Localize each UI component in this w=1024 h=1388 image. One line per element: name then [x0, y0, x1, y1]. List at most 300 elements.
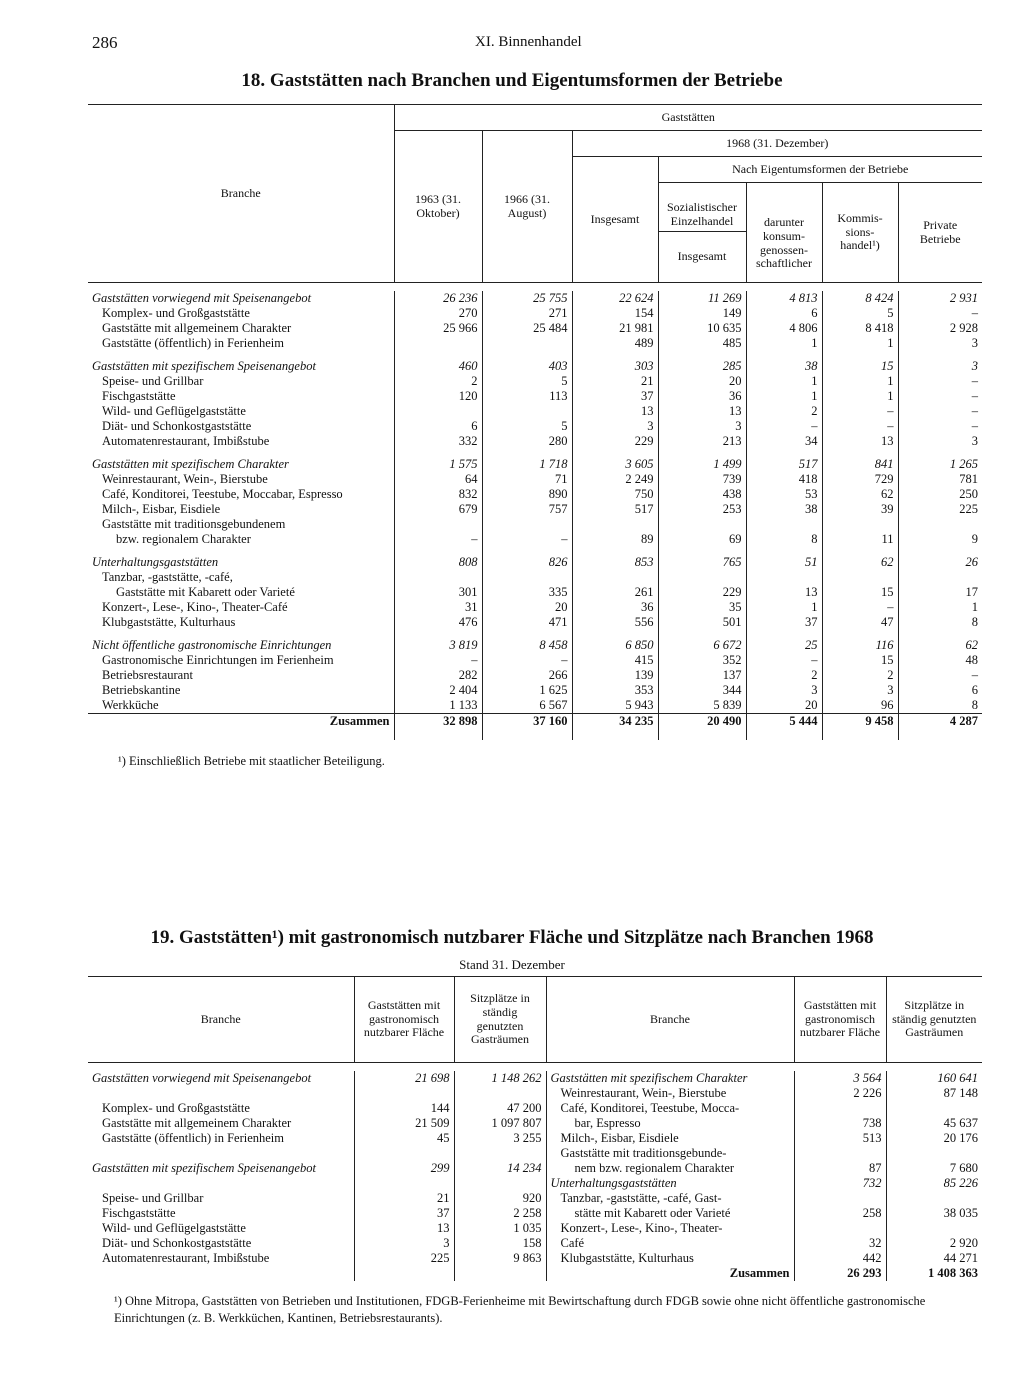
cell-value: 160 641 — [886, 1071, 982, 1086]
cell-value — [454, 1176, 546, 1191]
cell-value: 21 698 — [354, 1071, 454, 1086]
cell-value: 2 258 — [454, 1206, 546, 1221]
table-row — [88, 714, 982, 740]
t18-gap-cell — [482, 547, 572, 555]
table-row — [88, 359, 982, 374]
cell-value: – — [482, 532, 572, 547]
cell-value: 139 — [572, 668, 658, 683]
cell-value: 750 — [572, 487, 658, 502]
cell-value: 45 637 — [886, 1116, 982, 1131]
row-label: Zusammen — [546, 1266, 794, 1281]
cell-value: 9 — [898, 532, 982, 547]
cell-value: 8 418 — [822, 321, 898, 336]
cell-value: 13 — [822, 434, 898, 449]
cell-value: 1 — [746, 389, 822, 404]
cell-value: 920 — [454, 1191, 546, 1206]
cell-value: 158 — [454, 1236, 546, 1251]
cell-value — [482, 404, 572, 419]
cell-value: 8 — [746, 532, 822, 547]
cell-value: – — [898, 374, 982, 389]
cell-value: 37 — [746, 615, 822, 630]
t18-gap-cell — [88, 351, 394, 359]
cell-value: 8 — [898, 615, 982, 630]
cell-value: 38 — [746, 359, 822, 374]
row-label: Gaststätte (öffentlich) in Ferienheim — [102, 1131, 285, 1145]
t18-header-eigentum: Nach Eigentumsformen der Betriebe — [658, 157, 982, 183]
cell-value — [886, 1101, 982, 1116]
cell-value: 271 — [482, 306, 572, 321]
row-label — [88, 1266, 354, 1281]
row-label: Fischgaststätte — [102, 389, 176, 403]
cell-value: 1 718 — [482, 457, 572, 472]
table19-subtitle: Stand 31. Dezember — [459, 957, 565, 972]
table-row — [88, 1266, 982, 1281]
cell-value: 3 — [822, 683, 898, 698]
cell-value: 890 — [482, 487, 572, 502]
cell-value: 442 — [794, 1251, 886, 1266]
cell-value: 213 — [658, 434, 746, 449]
cell-value: 485 — [658, 336, 746, 351]
cell-value: 3 — [898, 434, 982, 449]
cell-value: 3 819 — [394, 638, 482, 653]
row-label: Café, Konditorei, Teestube, Moccabar, Espresso — [102, 487, 343, 501]
cell-value: 250 — [898, 487, 982, 502]
cell-value: 1 035 — [454, 1221, 546, 1236]
cell-value: 21 981 — [572, 321, 658, 336]
cell-value: 89 — [572, 532, 658, 547]
row-label — [88, 1176, 354, 1191]
cell-value: 13 — [658, 404, 746, 419]
cell-value: 22 624 — [572, 291, 658, 306]
row-label: Automatenrestaurant, Imbißstube — [102, 1251, 270, 1265]
table-row — [88, 291, 982, 306]
cell-value: 353 — [572, 683, 658, 698]
cell-value: – — [822, 600, 898, 615]
cell-value: 26 293 — [794, 1266, 886, 1281]
cell-value: 285 — [658, 359, 746, 374]
row-label: Café — [546, 1236, 794, 1251]
cell-value: 36 — [658, 389, 746, 404]
t18-gap-cell — [572, 449, 658, 457]
row-label: Gaststätten mit spezifischem Speisenangebot — [92, 1161, 316, 1175]
t18-header-1968: 1968 (31. Dezember) — [572, 131, 982, 157]
table19 — [88, 976, 982, 1327]
table-row — [88, 502, 982, 517]
chapter-heading: XI. Binnenhandel — [475, 34, 582, 50]
cell-value: – — [394, 653, 482, 668]
cell-value: 3 605 — [572, 457, 658, 472]
cell-value: 517 — [746, 457, 822, 472]
cell-value: 15 — [822, 359, 898, 374]
cell-value: 303 — [572, 359, 658, 374]
cell-value: 53 — [746, 487, 822, 502]
cell-value: 679 — [394, 502, 482, 517]
table-row — [88, 457, 982, 472]
cell-value: 154 — [572, 306, 658, 321]
row-label: Betriebskantine — [102, 683, 181, 697]
cell-value: 62 — [898, 638, 982, 653]
t18-gap-cell — [746, 449, 822, 457]
row-label: Tanzbar, -gaststätte, -café, Gast- — [546, 1191, 794, 1206]
cell-value: 4 813 — [746, 291, 822, 306]
cell-value: 832 — [394, 487, 482, 502]
cell-value: 282 — [394, 668, 482, 683]
table-row — [88, 1086, 982, 1101]
row-label: bzw. regionalem Charakter — [116, 532, 251, 546]
cell-value: 96 — [822, 698, 898, 714]
row-label: Gaststätte mit allgemeinem Charakter — [102, 1116, 292, 1130]
cell-value: 3 564 — [794, 1071, 886, 1086]
cell-value: 5 444 — [746, 714, 822, 740]
cell-value: 25 — [746, 638, 822, 653]
cell-value: 2 226 — [794, 1086, 886, 1101]
row-label: Konzert-, Lese-, Kino-, Theater-Café — [102, 600, 288, 614]
cell-value: 144 — [354, 1101, 454, 1116]
t19-header-gaststaetten-right: Gaststätten mit gastronomisch nutzbarer Fläche — [794, 977, 886, 1063]
t18-group-gap — [88, 547, 982, 555]
row-label: stätte mit Kabarett oder Varieté — [546, 1206, 794, 1221]
cell-value: 513 — [794, 1131, 886, 1146]
row-label: Werkküche — [102, 698, 159, 712]
cell-value: 1 408 363 — [886, 1266, 982, 1281]
cell-value: 20 — [658, 374, 746, 389]
cell-value — [886, 1191, 982, 1206]
cell-value: 11 — [822, 532, 898, 547]
row-label: Nicht öffentliche gastronomische Einrichtungen — [92, 638, 332, 652]
cell-value: 36 — [572, 600, 658, 615]
table-row — [88, 472, 982, 487]
cell-value: 25 966 — [394, 321, 482, 336]
cell-value: 738 — [794, 1116, 886, 1131]
t18-header-spacer — [751, 194, 818, 216]
row-label: Tanzbar, -gaststätte, -café, — [102, 570, 233, 584]
cell-value: 8 — [898, 698, 982, 714]
row-label: Fischgaststätte — [102, 1206, 176, 1220]
cell-value: 62 — [822, 555, 898, 570]
t18-header-kommission: Kommis-sions-handel¹) — [822, 183, 898, 283]
row-label — [88, 1086, 354, 1101]
cell-value: 14 234 — [454, 1161, 546, 1176]
cell-value: 8 424 — [822, 291, 898, 306]
cell-value: 808 — [394, 555, 482, 570]
cell-value: 6 — [898, 683, 982, 698]
table-row — [88, 653, 982, 668]
cell-value: 34 235 — [572, 714, 658, 740]
row-label: nem bzw. regionalem Charakter — [546, 1161, 794, 1176]
cell-value — [482, 570, 572, 585]
cell-value: 1 — [746, 600, 822, 615]
row-label: Gaststätten mit spezifischem Charakter — [92, 457, 289, 471]
cell-value: 4 287 — [898, 714, 982, 740]
cell-value: 45 — [354, 1131, 454, 1146]
cell-value: 37 — [354, 1206, 454, 1221]
table-row — [88, 1071, 982, 1086]
cell-value: 6 567 — [482, 698, 572, 714]
t18-header-soz-insgesamt — [658, 183, 746, 283]
cell-value: 20 — [482, 600, 572, 615]
cell-value: 7 680 — [886, 1161, 982, 1176]
row-label: Diät- und Schonkostgaststätte — [102, 1236, 252, 1250]
row-label: Zusammen — [88, 714, 394, 740]
t18-gap-cell — [746, 547, 822, 555]
t19-header-gap — [88, 1063, 982, 1072]
row-label: Komplex- und Großgaststätte — [102, 1101, 250, 1115]
table-row — [88, 321, 982, 336]
cell-value: 1 — [822, 336, 898, 351]
table-row — [88, 1176, 982, 1191]
t18-header-rule — [88, 283, 982, 292]
t18-gap-cell — [88, 449, 394, 457]
cell-value: 2 249 — [572, 472, 658, 487]
cell-value: 757 — [482, 502, 572, 517]
cell-value: 2 — [746, 668, 822, 683]
table18-footnote: ¹) Einschließlich Betriebe mit staatlicher Beteiligung. — [118, 753, 385, 768]
cell-value: 38 — [746, 502, 822, 517]
cell-value — [886, 1146, 982, 1161]
cell-value: 5 — [482, 374, 572, 389]
table-row — [88, 1206, 982, 1221]
cell-value: 47 — [822, 615, 898, 630]
cell-value: 280 — [482, 434, 572, 449]
cell-value: 85 226 — [886, 1176, 982, 1191]
cell-value: – — [394, 532, 482, 547]
cell-value: 270 — [394, 306, 482, 321]
cell-value: 2 404 — [394, 683, 482, 698]
cell-value: 5 — [822, 306, 898, 321]
cell-value: 62 — [822, 487, 898, 502]
t18-gap-cell — [658, 630, 746, 638]
table19-footnote: ¹) Ohne Mitropa, Gaststätten von Betrieben und Institutionen, FDGB-Ferienheime mit Bewirtschaftung durch FDGB sowie ohne nicht öffentliche gastronomische Einrichtungen (z. B. Werkküchen, Kantinen, Betriebsrestaurants). — [114, 1294, 926, 1325]
table18 — [88, 104, 982, 769]
table-row — [88, 683, 982, 698]
t19-header-gaststaetten-left: Gaststätten mit gastronomisch nutzbarer Fläche — [354, 977, 454, 1063]
table18-body — [88, 291, 982, 740]
cell-value: 2 — [822, 668, 898, 683]
table-row — [88, 404, 982, 419]
cell-value: 1 575 — [394, 457, 482, 472]
cell-value: 403 — [482, 359, 572, 374]
table-row — [88, 1191, 982, 1206]
cell-value: 765 — [658, 555, 746, 570]
cell-value: 20 176 — [886, 1131, 982, 1146]
t18-gap-cell — [88, 630, 394, 638]
cell-value: 32 898 — [394, 714, 482, 740]
cell-value: 35 — [658, 600, 746, 615]
cell-value: 3 — [898, 359, 982, 374]
t18-header-1963: 1963 (31. Oktober) — [394, 131, 482, 283]
cell-value: 11 269 — [658, 291, 746, 306]
t18-gap-cell — [482, 630, 572, 638]
cell-value: 37 — [572, 389, 658, 404]
cell-value: 37 160 — [482, 714, 572, 740]
cell-value: 6 672 — [658, 638, 746, 653]
cell-value: 1 — [746, 374, 822, 389]
cell-value: 3 255 — [454, 1131, 546, 1146]
t18-gap-cell — [88, 547, 394, 555]
row-label: Milch-, Eisbar, Eisdiele — [102, 502, 221, 516]
cell-value: 253 — [658, 502, 746, 517]
page-number: 286 — [92, 33, 118, 52]
cell-value: 26 236 — [394, 291, 482, 306]
cell-value: 258 — [794, 1206, 886, 1221]
cell-value: 5 943 — [572, 698, 658, 714]
t18-group-gap — [88, 449, 982, 457]
cell-value: 225 — [898, 502, 982, 517]
t19-header-branche-right: Branche — [546, 977, 794, 1063]
cell-value: – — [822, 404, 898, 419]
t18-group-gap — [88, 351, 982, 359]
t18-header-1966: 1966 (31. August) — [482, 131, 572, 283]
table-row — [88, 668, 982, 683]
table-row — [88, 1146, 982, 1161]
row-label: Weinrestaurant, Wein-, Bierstube — [546, 1086, 794, 1101]
table-row — [88, 555, 982, 570]
cell-value: 120 — [394, 389, 482, 404]
cell-value — [794, 1221, 886, 1236]
cell-value: 20 490 — [658, 714, 746, 740]
cell-value: 25 755 — [482, 291, 572, 306]
cell-value: 344 — [658, 683, 746, 698]
cell-value: 732 — [794, 1176, 886, 1191]
table-row — [88, 570, 982, 585]
cell-value — [454, 1266, 546, 1281]
cell-value: 116 — [822, 638, 898, 653]
cell-value — [822, 517, 898, 532]
cell-value: 781 — [898, 472, 982, 487]
t18-gap-cell — [482, 449, 572, 457]
cell-value — [394, 336, 482, 351]
row-label: Unterhaltungsgaststätten — [546, 1176, 794, 1191]
cell-value: 31 — [394, 600, 482, 615]
t18-gap-cell — [394, 630, 482, 638]
cell-value: 225 — [354, 1251, 454, 1266]
cell-value: 44 271 — [886, 1251, 982, 1266]
row-label: Gaststätte mit allgemeinem Charakter — [102, 321, 292, 335]
t18-gap-cell — [572, 351, 658, 359]
t18-gap-cell — [822, 351, 898, 359]
cell-value: 4 806 — [746, 321, 822, 336]
t18-header-gaststaetten: Gaststätten — [394, 105, 982, 131]
cell-value: 739 — [658, 472, 746, 487]
cell-value: 1 265 — [898, 457, 982, 472]
cell-value — [394, 570, 482, 585]
row-label: Milch-, Eisbar, Eisdiele — [546, 1131, 794, 1146]
table-row — [88, 419, 982, 434]
row-label: Gaststätten mit spezifischem Charakter — [546, 1071, 794, 1086]
table-row — [88, 517, 982, 532]
t18-gap-cell — [898, 449, 982, 457]
cell-value: 6 — [394, 419, 482, 434]
table-row — [88, 389, 982, 404]
row-label: Gaststätten vorwiegend mit Speisenangebot — [92, 1071, 312, 1085]
cell-value: 113 — [482, 389, 572, 404]
table-row — [88, 585, 982, 600]
cell-value: 476 — [394, 615, 482, 630]
t19-header-sitzplaetze-right: Sitzplätze in ständig genutzten Gasträumen — [886, 977, 982, 1063]
cell-value — [354, 1086, 454, 1101]
cell-value: 6 850 — [572, 638, 658, 653]
table-row — [88, 306, 982, 321]
row-label: Komplex- und Großgaststätte — [102, 306, 250, 320]
cell-value: 471 — [482, 615, 572, 630]
t18-header-insgesamt: Insgesamt — [572, 157, 658, 283]
t18-gap-cell — [746, 630, 822, 638]
cell-value: 301 — [394, 585, 482, 600]
row-label: Automatenrestaurant, Imbißstube — [102, 434, 270, 448]
cell-value: 841 — [822, 457, 898, 472]
cell-value — [794, 1101, 886, 1116]
row-label: bar, Espresso — [546, 1116, 794, 1131]
t18-gap-cell — [822, 547, 898, 555]
cell-value: 332 — [394, 434, 482, 449]
row-label: Weinrestaurant, Wein-, Bierstube — [102, 472, 268, 486]
t18-gap-cell — [394, 547, 482, 555]
table-row — [88, 638, 982, 653]
cell-value — [822, 570, 898, 585]
cell-value: 9 863 — [454, 1251, 546, 1266]
cell-value: 87 — [794, 1161, 886, 1176]
cell-value: 34 — [746, 434, 822, 449]
cell-value: 10 635 — [658, 321, 746, 336]
t18-gap-cell — [898, 351, 982, 359]
cell-value — [394, 404, 482, 419]
t18-gap-cell — [898, 547, 982, 555]
row-label: Gaststätten mit spezifischem Speisenangebot — [92, 359, 316, 373]
cell-value: 489 — [572, 336, 658, 351]
cell-value: 64 — [394, 472, 482, 487]
cell-value: 149 — [658, 306, 746, 321]
row-label: Speise- und Grillbar — [102, 374, 204, 388]
t19-header-sitzplaetze-left: Sitzplätze in ständig genutzten Gasträumen — [454, 977, 546, 1063]
cell-value: 729 — [822, 472, 898, 487]
cell-value — [354, 1266, 454, 1281]
row-label: Gaststätte mit traditionsgebunde- — [546, 1146, 794, 1161]
t18-gap-cell — [658, 547, 746, 555]
t18-gap-cell — [658, 351, 746, 359]
cell-value: 415 — [572, 653, 658, 668]
cell-value: 3 — [572, 419, 658, 434]
cell-value: 2 920 — [886, 1236, 982, 1251]
table-row — [88, 374, 982, 389]
t18-header-branche: Branche — [88, 105, 394, 283]
cell-value: 229 — [572, 434, 658, 449]
cell-value: 5 839 — [658, 698, 746, 714]
cell-value: 3 — [658, 419, 746, 434]
row-label: Diät- und Schonkostgaststätte — [102, 419, 252, 433]
table-row — [88, 1236, 982, 1251]
cell-value: 261 — [572, 585, 658, 600]
cell-value: 1 097 807 — [454, 1116, 546, 1131]
cell-value — [454, 1086, 546, 1101]
cell-value — [794, 1191, 886, 1206]
cell-value: 2 — [746, 404, 822, 419]
row-label: Klubgaststätte, Kulturhaus — [102, 615, 236, 629]
cell-value: 299 — [354, 1161, 454, 1176]
cell-value: 501 — [658, 615, 746, 630]
cell-value: 1 625 — [482, 683, 572, 698]
cell-value — [354, 1176, 454, 1191]
cell-value: 71 — [482, 472, 572, 487]
t18-gap-cell — [898, 630, 982, 638]
cell-value: 2 — [394, 374, 482, 389]
table-row — [88, 487, 982, 502]
table18-title: 18. Gaststätten nach Branchen und Eigentumsformen der Betriebe — [241, 70, 783, 91]
cell-value: 3 — [898, 336, 982, 351]
cell-value: 20 — [746, 698, 822, 714]
cell-value — [898, 517, 982, 532]
cell-value: 32 — [794, 1236, 886, 1251]
cell-value: 21 — [354, 1191, 454, 1206]
